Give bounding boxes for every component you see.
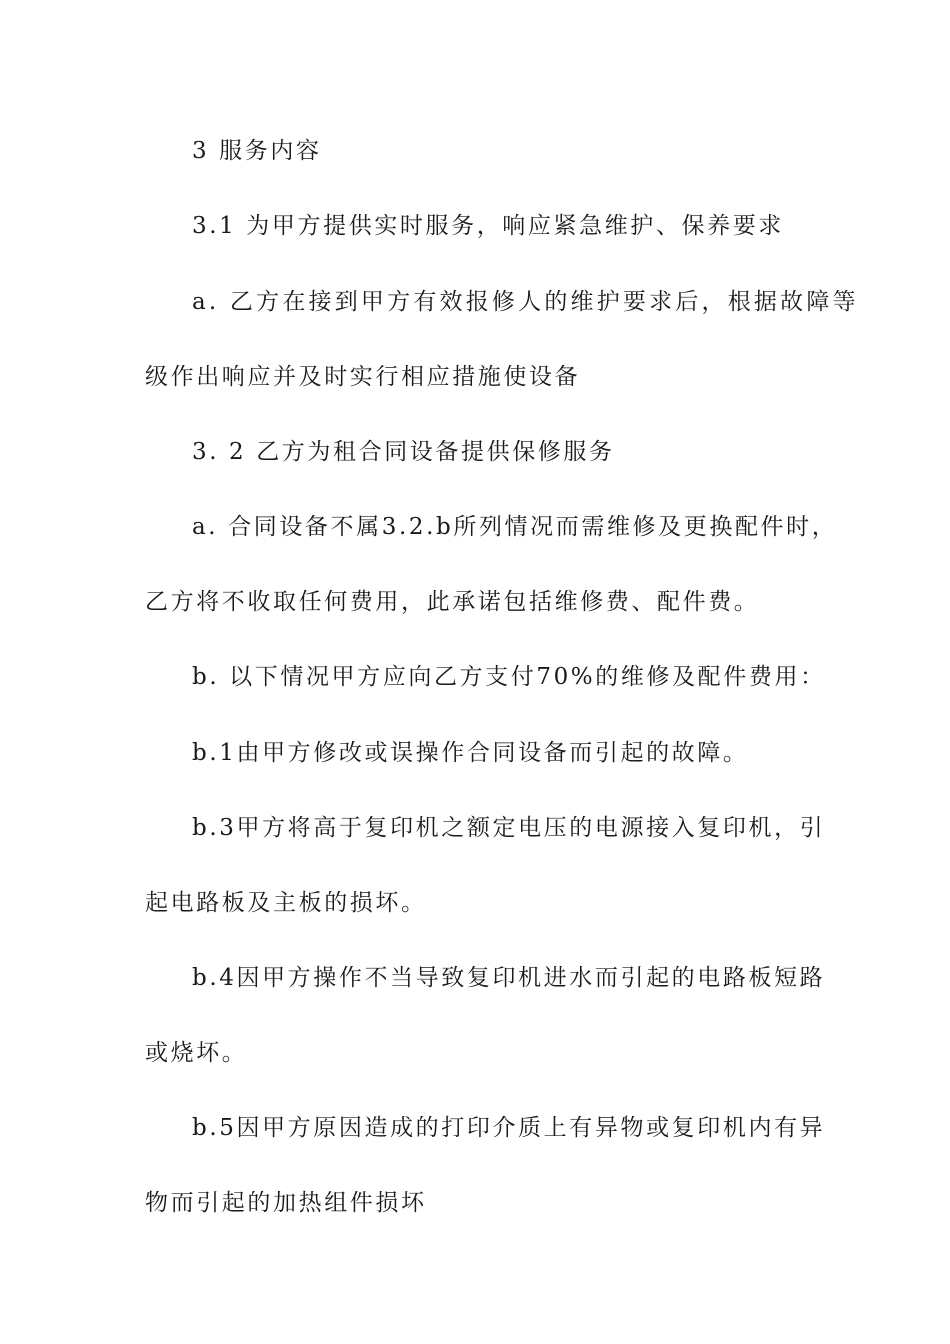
paragraph-line: 级作出响应并及时实行相应措施使设备 <box>145 364 581 390</box>
list-item: b.4因甲方操作不当导致复印机进水而引起的电路板短路 <box>192 965 826 991</box>
paragraph-line: 乙方将不收取任何费用，此承诺包括维修费、配件费。 <box>145 589 760 615</box>
subsection-heading: 3.1 为甲方提供实时服务，响应紧急维护、保养要求 <box>192 213 784 239</box>
list-item-continuation: 物而引起的加热组件损坏 <box>145 1190 427 1216</box>
paragraph-line: a. 合同设备不属3.2.b所列情况而需维修及更换配件时， <box>192 514 838 540</box>
list-item: b.5因甲方原因造成的打印介质上有异物或复印机内有异 <box>192 1115 826 1141</box>
list-item: b.3甲方将高于复印机之额定电压的电源接入复印机，引 <box>192 815 826 841</box>
paragraph-line: a. 乙方在接到甲方有效报修人的维护要求后，根据故障等 <box>192 289 859 315</box>
subsection-heading: 3. 2 乙方为租合同设备提供保修服务 <box>192 439 615 465</box>
list-item-continuation: 或烧坏。 <box>145 1040 248 1066</box>
list-item-continuation: 起电路板及主板的损坏。 <box>145 890 427 916</box>
paragraph-line: b. 以下情况甲方应向乙方支付70%的维修及配件费用： <box>192 664 826 690</box>
section-heading: 3 服务内容 <box>192 138 322 164</box>
list-item: b.1由甲方修改或误操作合同设备而引起的故障。 <box>192 740 749 766</box>
